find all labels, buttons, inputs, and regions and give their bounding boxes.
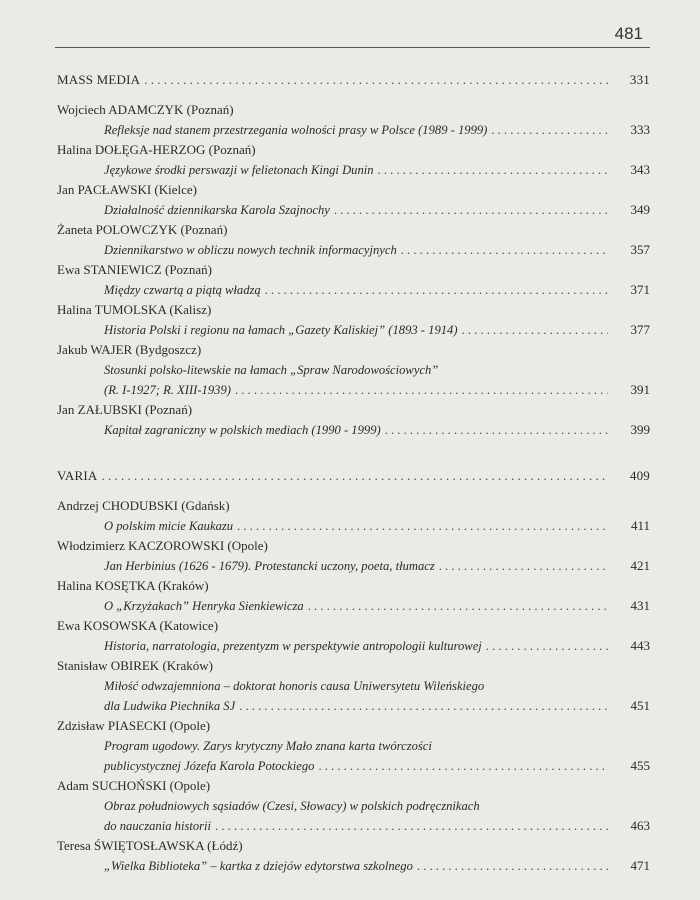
entry-title: Historia, narratologia, prezentyzm w perspektywie antropologii kulturowej [104,639,482,653]
entry-title: Obraz południowych sąsiadów (Czesi, Słowacy) w polskich podręcznikach [104,799,480,813]
entry-author: Włodzimierz KACZOROWSKI (Opole) [57,538,268,553]
leader-dots [102,466,609,486]
leader-dots [378,160,608,180]
leader-dots [462,320,608,340]
entry-page: 399 [630,422,650,437]
leader-dots [239,696,608,716]
entry-title: publicystycznej Józefa Karola Potockiego [104,759,315,773]
entry-title-line [57,636,650,656]
entry-page: 371 [630,282,650,297]
entry-title-line [57,420,650,440]
entry-author: Wojciech ADAMCZYK (Poznań) [57,102,234,117]
toc-entry [57,776,650,836]
section-heading-line [57,70,650,90]
entry-author-line [57,400,650,420]
leader-dots [486,636,608,656]
entry-title-line [57,516,650,536]
leader-dots [417,856,608,876]
entry-title: Jan Herbinius (1626 - 1679). Protestancki uczony, poeta, tłumacz [104,559,435,573]
toc-entry [57,536,650,576]
entry-title: Językowe środki perswazji w felietonach Kingi Dunin [104,163,374,177]
entry-title: Działalność dziennikarska Karola Szajnochy [104,203,330,217]
section-heading: MASS MEDIA [57,72,141,87]
entry-title-line [57,856,650,876]
entry-author: Jan ZAŁUBSKI (Poznań) [57,402,193,417]
entry-title-line [57,320,650,340]
entry-author-line [57,100,650,120]
leader-dots [235,380,608,400]
entry-title-line [57,200,650,220]
page-number: 481 [614,24,643,43]
entry-title: Miłość odwzajemniona – doktorat honoris causa Uniwersytetu Wileńskiego [104,679,485,693]
toc-entry [57,140,650,180]
entry-page: 391 [630,382,650,397]
entry-title-line [57,596,650,616]
leader-dots [318,756,608,776]
toc-entry [57,616,650,656]
entry-page: 333 [630,122,650,137]
leader-dots [237,516,608,536]
entry-title-line [57,696,650,716]
entry-author: Jan PACŁAWSKI (Kielce) [57,182,198,197]
entry-author-line [57,716,650,736]
section-page: 331 [629,72,650,87]
entry-title-line [57,280,650,300]
leader-dots [308,596,608,616]
entry-author: Stanisław OBIREK (Kraków) [57,658,213,673]
toc-entry [57,576,650,616]
entry-page: 421 [630,558,650,573]
entry-author-line [57,576,650,596]
toc-entry [57,656,650,716]
entry-author-line [57,220,650,240]
entry-title: Stosunki polsko-litewskie na łamach „Spraw Narodowościowych” [104,363,439,377]
leader-dots [439,556,608,576]
entry-title: O „Krzyżakach” Henryka Sienkiewicza [104,599,304,613]
entry-title: Historia Polski i regionu na łamach „Gazety Kaliskiej” (1893 - 1914) [104,323,458,337]
heading-gap [57,90,650,100]
leader-dots [334,200,608,220]
entry-author: Halina KOSĘTKA (Kraków) [57,578,209,593]
entry-author-line [57,836,650,856]
entry-title-line [57,120,650,140]
entry-author-line [57,656,650,676]
leader-dots [385,420,608,440]
entry-title-line [57,796,650,816]
entry-title-line [57,160,650,180]
header-rule [55,47,650,48]
entry-title: Między czwartą a piątą władzą [104,283,261,297]
entry-title-line [57,736,650,756]
toc-entry [57,180,650,220]
entry-title: dla Ludwika Piechnika SJ [104,699,236,713]
entry-title-line [57,360,650,380]
entry-page: 377 [630,322,650,337]
entry-page: 451 [630,698,650,713]
entry-author: Andrzej CHODUBSKI (Gdańsk) [57,498,230,513]
entry-author-line [57,140,650,160]
entry-title: Program ugodowy. Zarys krytyczny Mało znana karta twórczości [104,739,432,753]
entry-title: Refleksje nad stanem przestrzegania wolności prasy w Polsce (1989 - 1999) [104,123,488,137]
entry-author: Ewa STANIEWICZ (Poznań) [57,262,212,277]
entry-page: 463 [630,818,650,833]
toc-entry [57,260,650,300]
entry-author-line [57,496,650,516]
entry-title-line [57,240,650,260]
toc-entry [57,716,650,776]
entry-page: 471 [630,858,650,873]
entry-title: Kapitał zagraniczny w polskich mediach (1990 - 1999) [104,423,381,437]
entry-author-line [57,300,650,320]
entry-title: Dziennikarstwo w obliczu nowych technik informacyjnych [104,243,397,257]
entry-author: Zdzisław PIASECKI (Opole) [57,718,211,733]
leader-dots [144,70,608,90]
entry-author-line [57,536,650,556]
entry-page: 357 [630,242,650,257]
entry-author: Adam SUCHOŃSKI (Opole) [57,778,211,793]
section-heading-line [57,466,650,486]
section-gap [57,440,650,466]
entry-author-line [57,180,650,200]
entry-title-line [57,556,650,576]
entry-title: „Wielka Biblioteka” – kartka z dziejów edytorstwa szkolnego [104,859,413,873]
section-page: 409 [629,468,650,483]
entry-title-line [57,816,650,836]
leader-dots [215,816,608,836]
entry-author: Halina TUMOLSKA (Kalisz) [57,302,212,317]
entry-author-line [57,260,650,280]
toc-entry [57,836,650,876]
leader-dots [265,280,608,300]
entry-page: 443 [630,638,650,653]
entry-page: 411 [630,518,650,533]
entry-author: Ewa KOSOWSKA (Katowice) [57,618,219,633]
toc-entry [57,496,650,536]
entry-author-line [57,340,650,360]
heading-gap [57,486,650,496]
toc-entry [57,100,650,140]
table-of-contents [57,70,650,876]
entry-page: 349 [630,202,650,217]
entry-author: Żaneta POLOWCZYK (Poznań) [57,222,228,237]
entry-page: 343 [630,162,650,177]
entry-title: (R. I-1927; R. XIII-1939) [104,383,231,397]
section-heading: VARIA [57,468,98,483]
toc-entry [57,220,650,260]
toc-entry [57,300,650,340]
leader-dots [491,120,608,140]
entry-author: Teresa ŚWIĘTOSŁAWSKA (Łódź) [57,838,243,853]
entry-title-line [57,380,650,400]
entry-page: 431 [630,598,650,613]
toc-entry [57,400,650,440]
entry-title-line [57,756,650,776]
entry-author: Jakub WAJER (Bydgoszcz) [57,342,202,357]
entry-page: 455 [630,758,650,773]
entry-title: do nauczania historii [104,819,212,833]
toc-entry [57,340,650,400]
entry-author: Halina DOŁĘGA-HERZOG (Poznań) [57,142,256,157]
entry-title: O polskim micie Kaukazu [104,519,234,533]
leader-dots [401,240,608,260]
entry-title-line [57,676,650,696]
entry-author-line [57,776,650,796]
entry-author-line [57,616,650,636]
